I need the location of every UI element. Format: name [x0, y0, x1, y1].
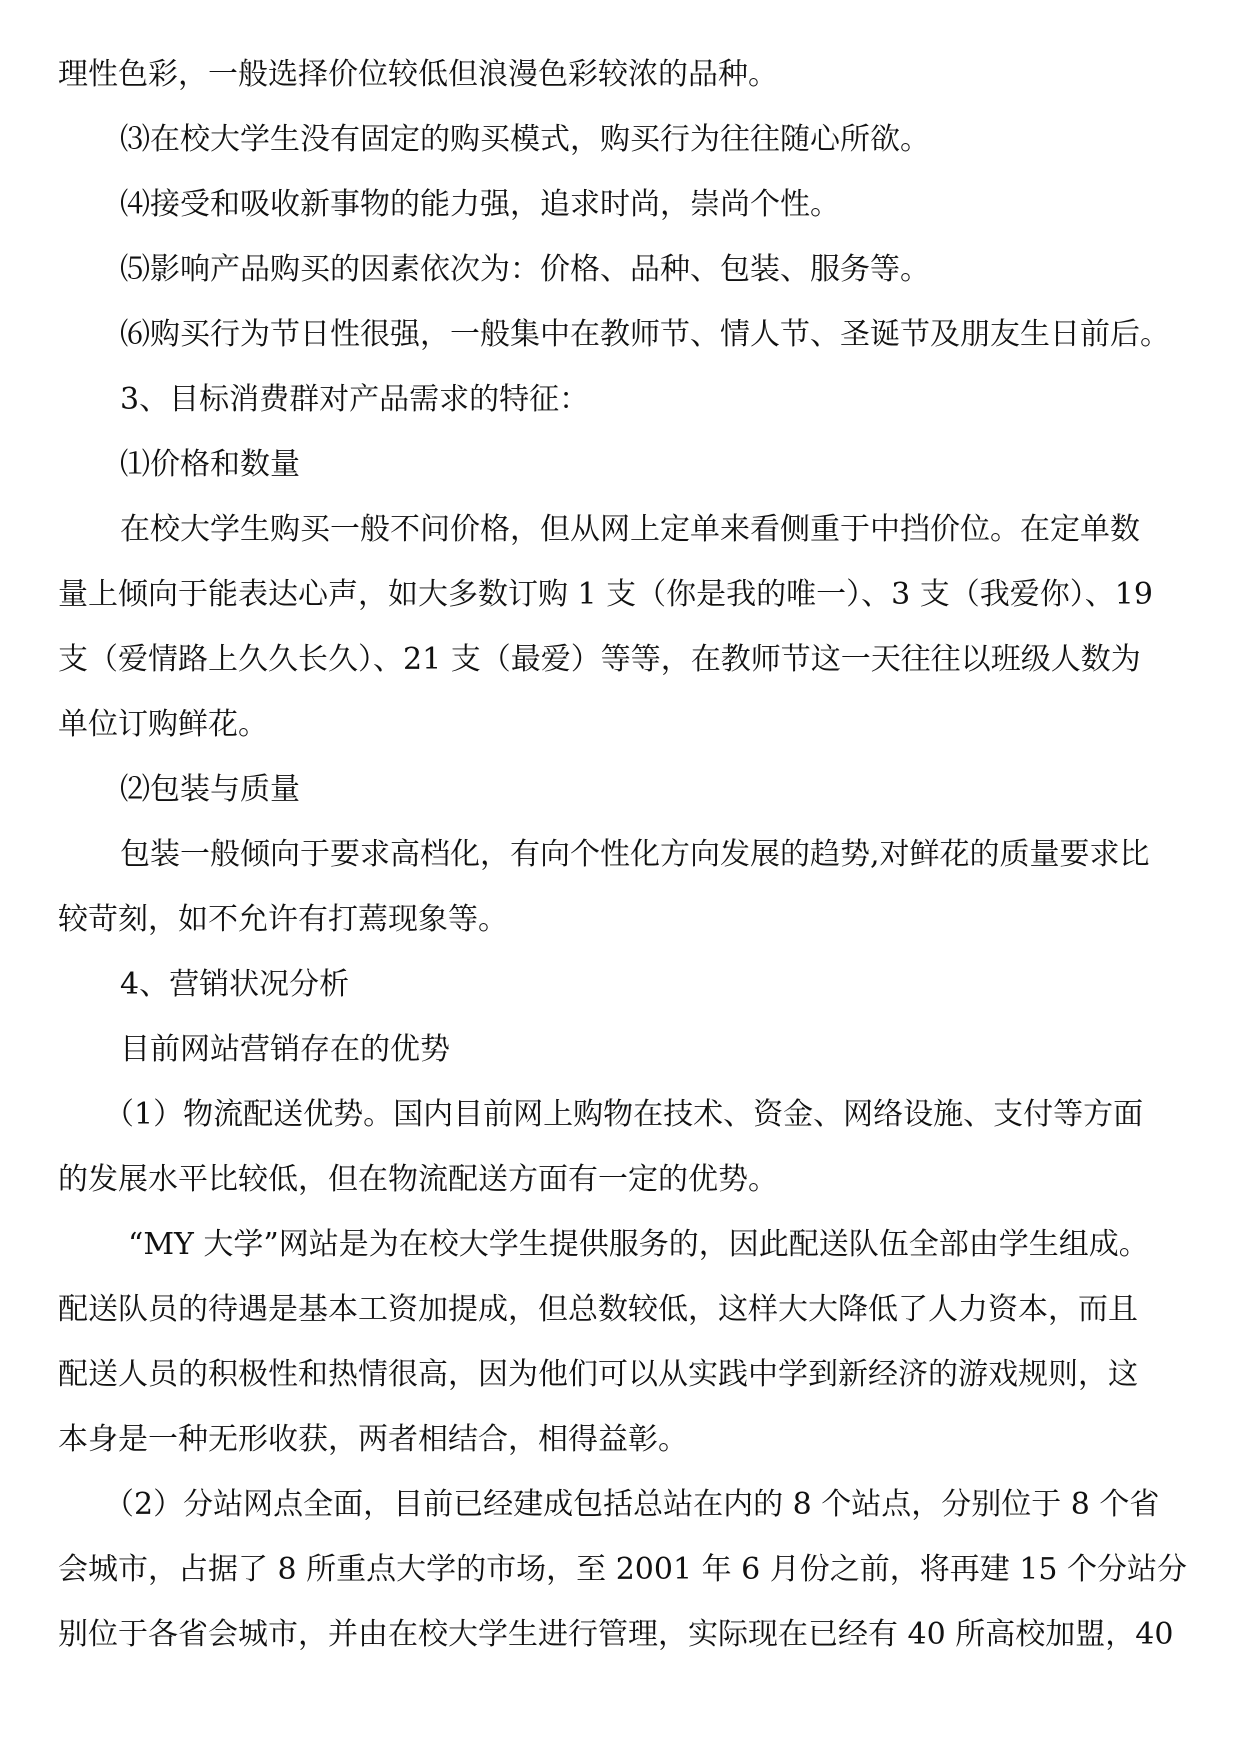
paragraph-line: 单位订购鲜花。 [58, 707, 268, 742]
paragraph-line: 配送队员的待遇是基本工资加提成，但总数较低，这样大大降低了人力资本，而且 [58, 1292, 1138, 1327]
paragraph-line: “MY 大学”网站是为在校大学生提供服务的，因此配送队伍全部由学生组成。 [128, 1227, 1149, 1262]
list-item-6: ⑹购买行为节日性很强，一般集中在教师节、情人节、圣诞节及朋友生日前后。 [120, 317, 1170, 352]
paragraph-line: 在校大学生购买一般不问价格，但从网上定单来看侧重于中挡价位。在定单数 [120, 512, 1140, 547]
paragraph-line: 别位于各省会城市，并由在校大学生进行管理，实际现在已经有 40 所高校加盟，40 [58, 1617, 1174, 1652]
paragraph-line: 配送人员的积极性和热情很高，因为他们可以从实践中学到新经济的游戏规则，这 [58, 1357, 1138, 1392]
paragraph-line: 本身是一种无形收获，两者相结合，相得益彰。 [58, 1422, 688, 1457]
subheading-packaging-quality: ⑵包装与质量 [120, 772, 300, 807]
list-item-5: ⑸影响产品购买的因素依次为：价格、品种、包装、服务等。 [120, 252, 930, 287]
paragraph-line: 较苛刻，如不允许有打蔫现象等。 [58, 902, 508, 937]
subheading-price-quantity: ⑴价格和数量 [120, 447, 300, 482]
paragraph-line: （2）分站网点全面，目前已经建成包括总站在内的 8 个站点，分别位于 8 个省 [104, 1487, 1160, 1522]
paragraph-line: 的发展水平比较低，但在物流配送方面有一定的优势。 [58, 1162, 778, 1197]
section-heading-4: 4、营销状况分析 [120, 967, 350, 1002]
paragraph-line: 会城市，占据了 8 所重点大学的市场，至 2001 年 6 月份之前，将再建 15 个分站分 [58, 1552, 1187, 1587]
subheading-advantages: 目前网站营销存在的优势 [120, 1032, 450, 1067]
list-item-3: ⑶在校大学生没有固定的购买模式，购买行为往往随心所欲。 [120, 122, 930, 157]
paragraph-line: 支（爱情路上久久长久）、21 支（最爱）等等，在教师节这一天往往以班级人数为 [58, 642, 1141, 677]
paragraph-line: 量上倾向于能表达心声，如大多数订购 1 支（你是我的唯一）、3 支（我爱你）、19 [58, 577, 1153, 612]
paragraph-line: （1）物流配送优势。国内目前网上购物在技术、资金、网络设施、支付等方面 [104, 1097, 1144, 1132]
section-heading-3: 3、目标消费群对产品需求的特征： [120, 382, 590, 417]
paragraph-line: 包装一般倾向于要求高档化，有向个性化方向发展的趋势,对鲜花的质量要求比 [120, 837, 1150, 872]
list-item-4: ⑷接受和吸收新事物的能力强，追求时尚，崇尚个性。 [120, 187, 840, 222]
text-line-1: 理性色彩，一般选择价位较低但浪漫色彩较浓的品种。 [58, 57, 778, 92]
